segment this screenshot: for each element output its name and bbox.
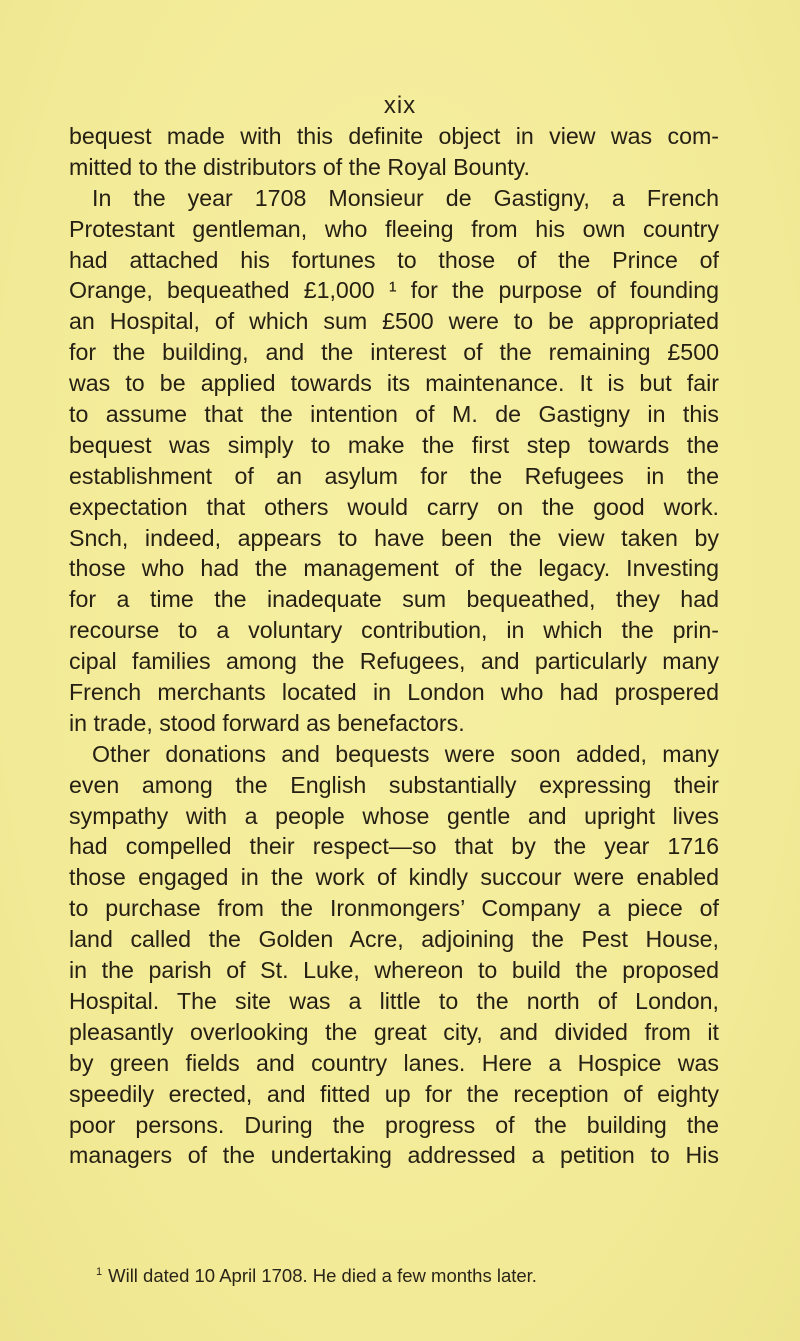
text-line: land called the Golden Acre, adjoining the Pest House, — [69, 926, 719, 953]
text-line: managers of the undertaking addressed a petition to His — [69, 1142, 719, 1169]
text-line: those engaged in the work of kindly succour were enabled — [69, 864, 719, 891]
text-line: in the parish of St. Luke, whereon to build the proposed — [69, 957, 719, 984]
text-line: for the building, and the interest of the remaining £500 — [69, 339, 719, 366]
text-line: to assume that the intention of M. de Gastigny in this — [69, 401, 719, 428]
text-line: had compelled their respect—so that by the year 1716 — [69, 833, 719, 860]
footnote — [96, 1265, 537, 1287]
text-line: an Hospital, of which sum £500 were to be appropriated — [69, 308, 719, 335]
text-line: by green fields and country lanes. Here a Hospice was — [69, 1049, 719, 1076]
footnote-text: Will dated 10 April 1708. He died a few months later. — [108, 1265, 537, 1286]
text-line: in trade, stood forward as benefactors. — [69, 709, 465, 736]
text-line: French merchants located in London who had prospered — [69, 679, 719, 706]
text-line: those who had the management of the legacy. Investing — [69, 555, 719, 582]
text-line: Hospital. The site was a little to the north of London, — [69, 987, 719, 1014]
text-line: had attached his fortunes to those of the Prince of — [69, 246, 719, 273]
text-line: to purchase from the Ironmongers’ Company a piece of — [69, 895, 719, 922]
text-line: was to be applied towards its maintenance. It is but fair — [69, 370, 719, 397]
text-line: bequest made with this definite object in view was com- — [69, 123, 719, 149]
text-line: Orange, bequeathed £1,000 ¹ for the purpose of founding — [69, 277, 719, 304]
text-line: establishment of an asylum for the Refugees in the — [69, 462, 719, 489]
text-line: bequest was simply to make the first step towards the — [69, 431, 719, 458]
text-line: Snch, indeed, appears to have been the view taken by — [69, 524, 719, 551]
text-line: Other donations and bequests were soon added, many — [92, 740, 719, 767]
text-line: for a time the inadequate sum bequeathed, they had — [69, 586, 719, 613]
footnote-marker: 1 — [96, 1266, 103, 1278]
text-line: mitted to the distributors of the Royal Bounty. — [69, 153, 530, 180]
text-line: speedily erected, and fitted up for the reception of eighty — [69, 1080, 719, 1107]
text-line: pleasantly overlooking the great city, and divided from it — [69, 1018, 719, 1045]
text-line: recourse to a voluntary contribution, in which the prin- — [69, 617, 719, 644]
body-text — [69, 121, 719, 1171]
text-line: Protestant gentleman, who fleeing from his own country — [69, 215, 719, 242]
text-line: cipal families among the Refugees, and particularly many — [69, 648, 719, 675]
text-line: expectation that others would carry on the good work. — [69, 493, 719, 520]
text-line: poor persons. During the progress of the building the — [69, 1111, 719, 1138]
text-line: sympathy with a people whose gentle and upright lives — [69, 802, 719, 829]
page-number: xix — [383, 92, 417, 119]
text-line: In the year 1708 Monsieur de Gastigny, a French — [92, 184, 719, 211]
text-line: even among the English substantially expressing their — [69, 771, 719, 798]
